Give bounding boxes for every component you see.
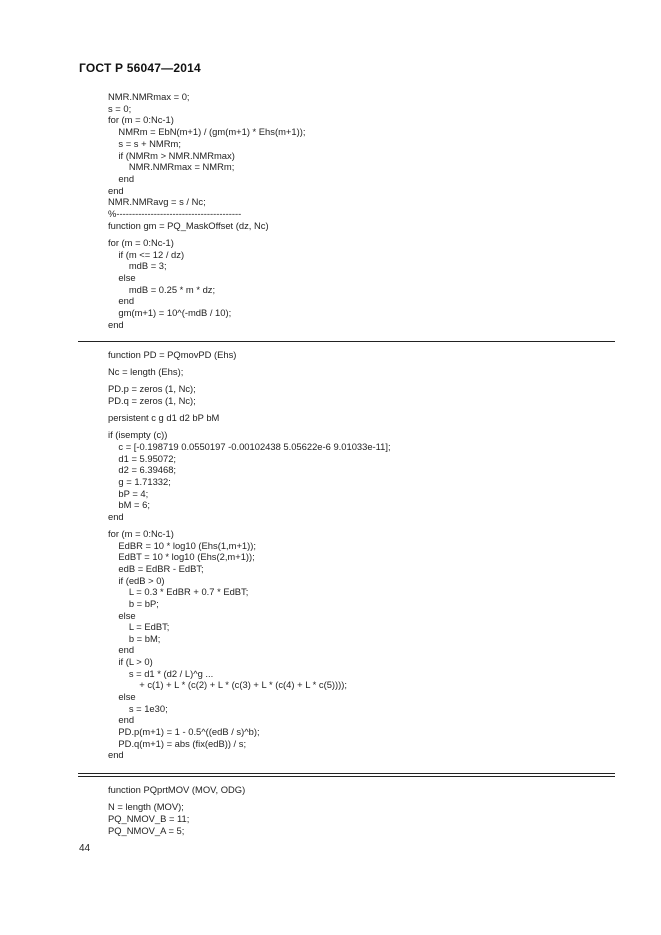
code-line: EdBT = 10 * log10 (Ehs(2,m+1));: [108, 551, 255, 563]
code-line: bP = 4;: [108, 487, 149, 499]
code-line: %----------------------------------------: [108, 208, 242, 219]
code-line: mdB = 0.25 * m * dz;: [108, 283, 216, 295]
code-line: end: [108, 510, 124, 522]
code-line: if (edB > 0): [108, 574, 165, 586]
code-line: end: [108, 318, 124, 330]
code-line: edB = EdBR - EdBT;: [108, 562, 204, 574]
section-divider-line: [78, 341, 615, 342]
code-line: if (isempty (c)): [108, 429, 168, 441]
code-line: s = d1 * (d2 / L)^g ...: [108, 667, 214, 679]
code-line: function PD = PQmovPD (Ehs): [108, 349, 237, 360]
code-line: Nc = length (Ehs);: [108, 366, 184, 378]
code-line: else: [108, 609, 136, 621]
code-line: end: [108, 184, 124, 196]
code-line: for (m = 0:Nc-1): [108, 236, 174, 248]
code-line: b = bM;: [108, 632, 161, 644]
code-line: PQ_NMOV_A = 5;: [108, 824, 185, 836]
code-line: else: [108, 691, 136, 702]
page-number: 44: [79, 843, 91, 854]
code-line: L = 0.3 * EdBR + 0.7 * EdBT;: [108, 586, 249, 598]
code-line: PD.p(m+1) = 1 - 0.5^((edB / s)^b);: [108, 726, 260, 737]
code-line: L = EdBT;: [108, 621, 170, 633]
code-line: b = bP;: [108, 597, 159, 609]
code-line: end: [108, 714, 135, 726]
code-line: PD.q = zeros (1, Nc);: [108, 394, 196, 406]
code-line: d2 = 6.39468;: [108, 464, 177, 476]
code-line: end: [108, 749, 124, 761]
code-line: end: [108, 295, 135, 307]
code-line: s = 0;: [108, 102, 132, 114]
code-line: PD.p = zeros (1, Nc);: [108, 383, 196, 395]
code-line: NMRm = EbN(m+1) / (gm(m+1) * Ehs(m+1));: [108, 126, 306, 138]
code-line: mdB = 3;: [108, 260, 167, 272]
code-line: if (NMRm > NMR.NMRmax): [108, 149, 235, 161]
code-line: EdBR = 10 * log10 (Ehs(1,m+1));: [108, 539, 256, 551]
page-header-standard-title: ГОСТ Р 56047—2014: [79, 61, 201, 75]
code-line: c = [-0.198719 0.0550197 -0.00102438 5.05622e-6 9.01033e-11];: [108, 440, 391, 452]
code-line: g = 1.71332;: [108, 475, 171, 487]
code-line: + c(1) + L * (c(2) + L * (c(3) + L * (c(4) + L * c(5))));: [108, 679, 348, 691]
code-line: NMR.NMRavg = s / Nc;: [108, 196, 206, 208]
code-line: PD.q(m+1) = abs (fix(edB)) / s;: [108, 737, 247, 749]
code-line: gm(m+1) = 10^(-mdB / 10);: [108, 307, 232, 319]
code-line: s = 1e30;: [108, 702, 168, 714]
code-line: end: [108, 644, 135, 656]
code-line: if (m <= 12 / dz): [108, 248, 185, 260]
code-line: s = s + NMRm;: [108, 137, 181, 149]
code-line: function PQprtMOV (MOV, ODG): [108, 784, 246, 795]
code-line: else: [108, 272, 136, 283]
code-line: function gm = PQ_MaskOffset (dz, Nc): [108, 219, 269, 231]
section-divider-double-line: [78, 773, 615, 777]
code-line: N = length (MOV);: [108, 801, 184, 813]
code-line: end: [108, 172, 135, 184]
code-line: NMR.NMRmax = 0;: [108, 91, 190, 102]
code-line: if (L > 0): [108, 656, 153, 668]
code-line: NMR.NMRmax = NMRm;: [108, 161, 235, 173]
code-line: d1 = 5.95072;: [108, 452, 177, 464]
code-line: for (m = 0:Nc-1): [108, 114, 174, 126]
code-line: for (m = 0:Nc-1): [108, 527, 174, 539]
code-line: PQ_NMOV_B = 11;: [108, 812, 190, 824]
code-line: persistent c g d1 d2 bP bM: [108, 412, 220, 424]
code-line: bM = 6;: [108, 499, 150, 511]
